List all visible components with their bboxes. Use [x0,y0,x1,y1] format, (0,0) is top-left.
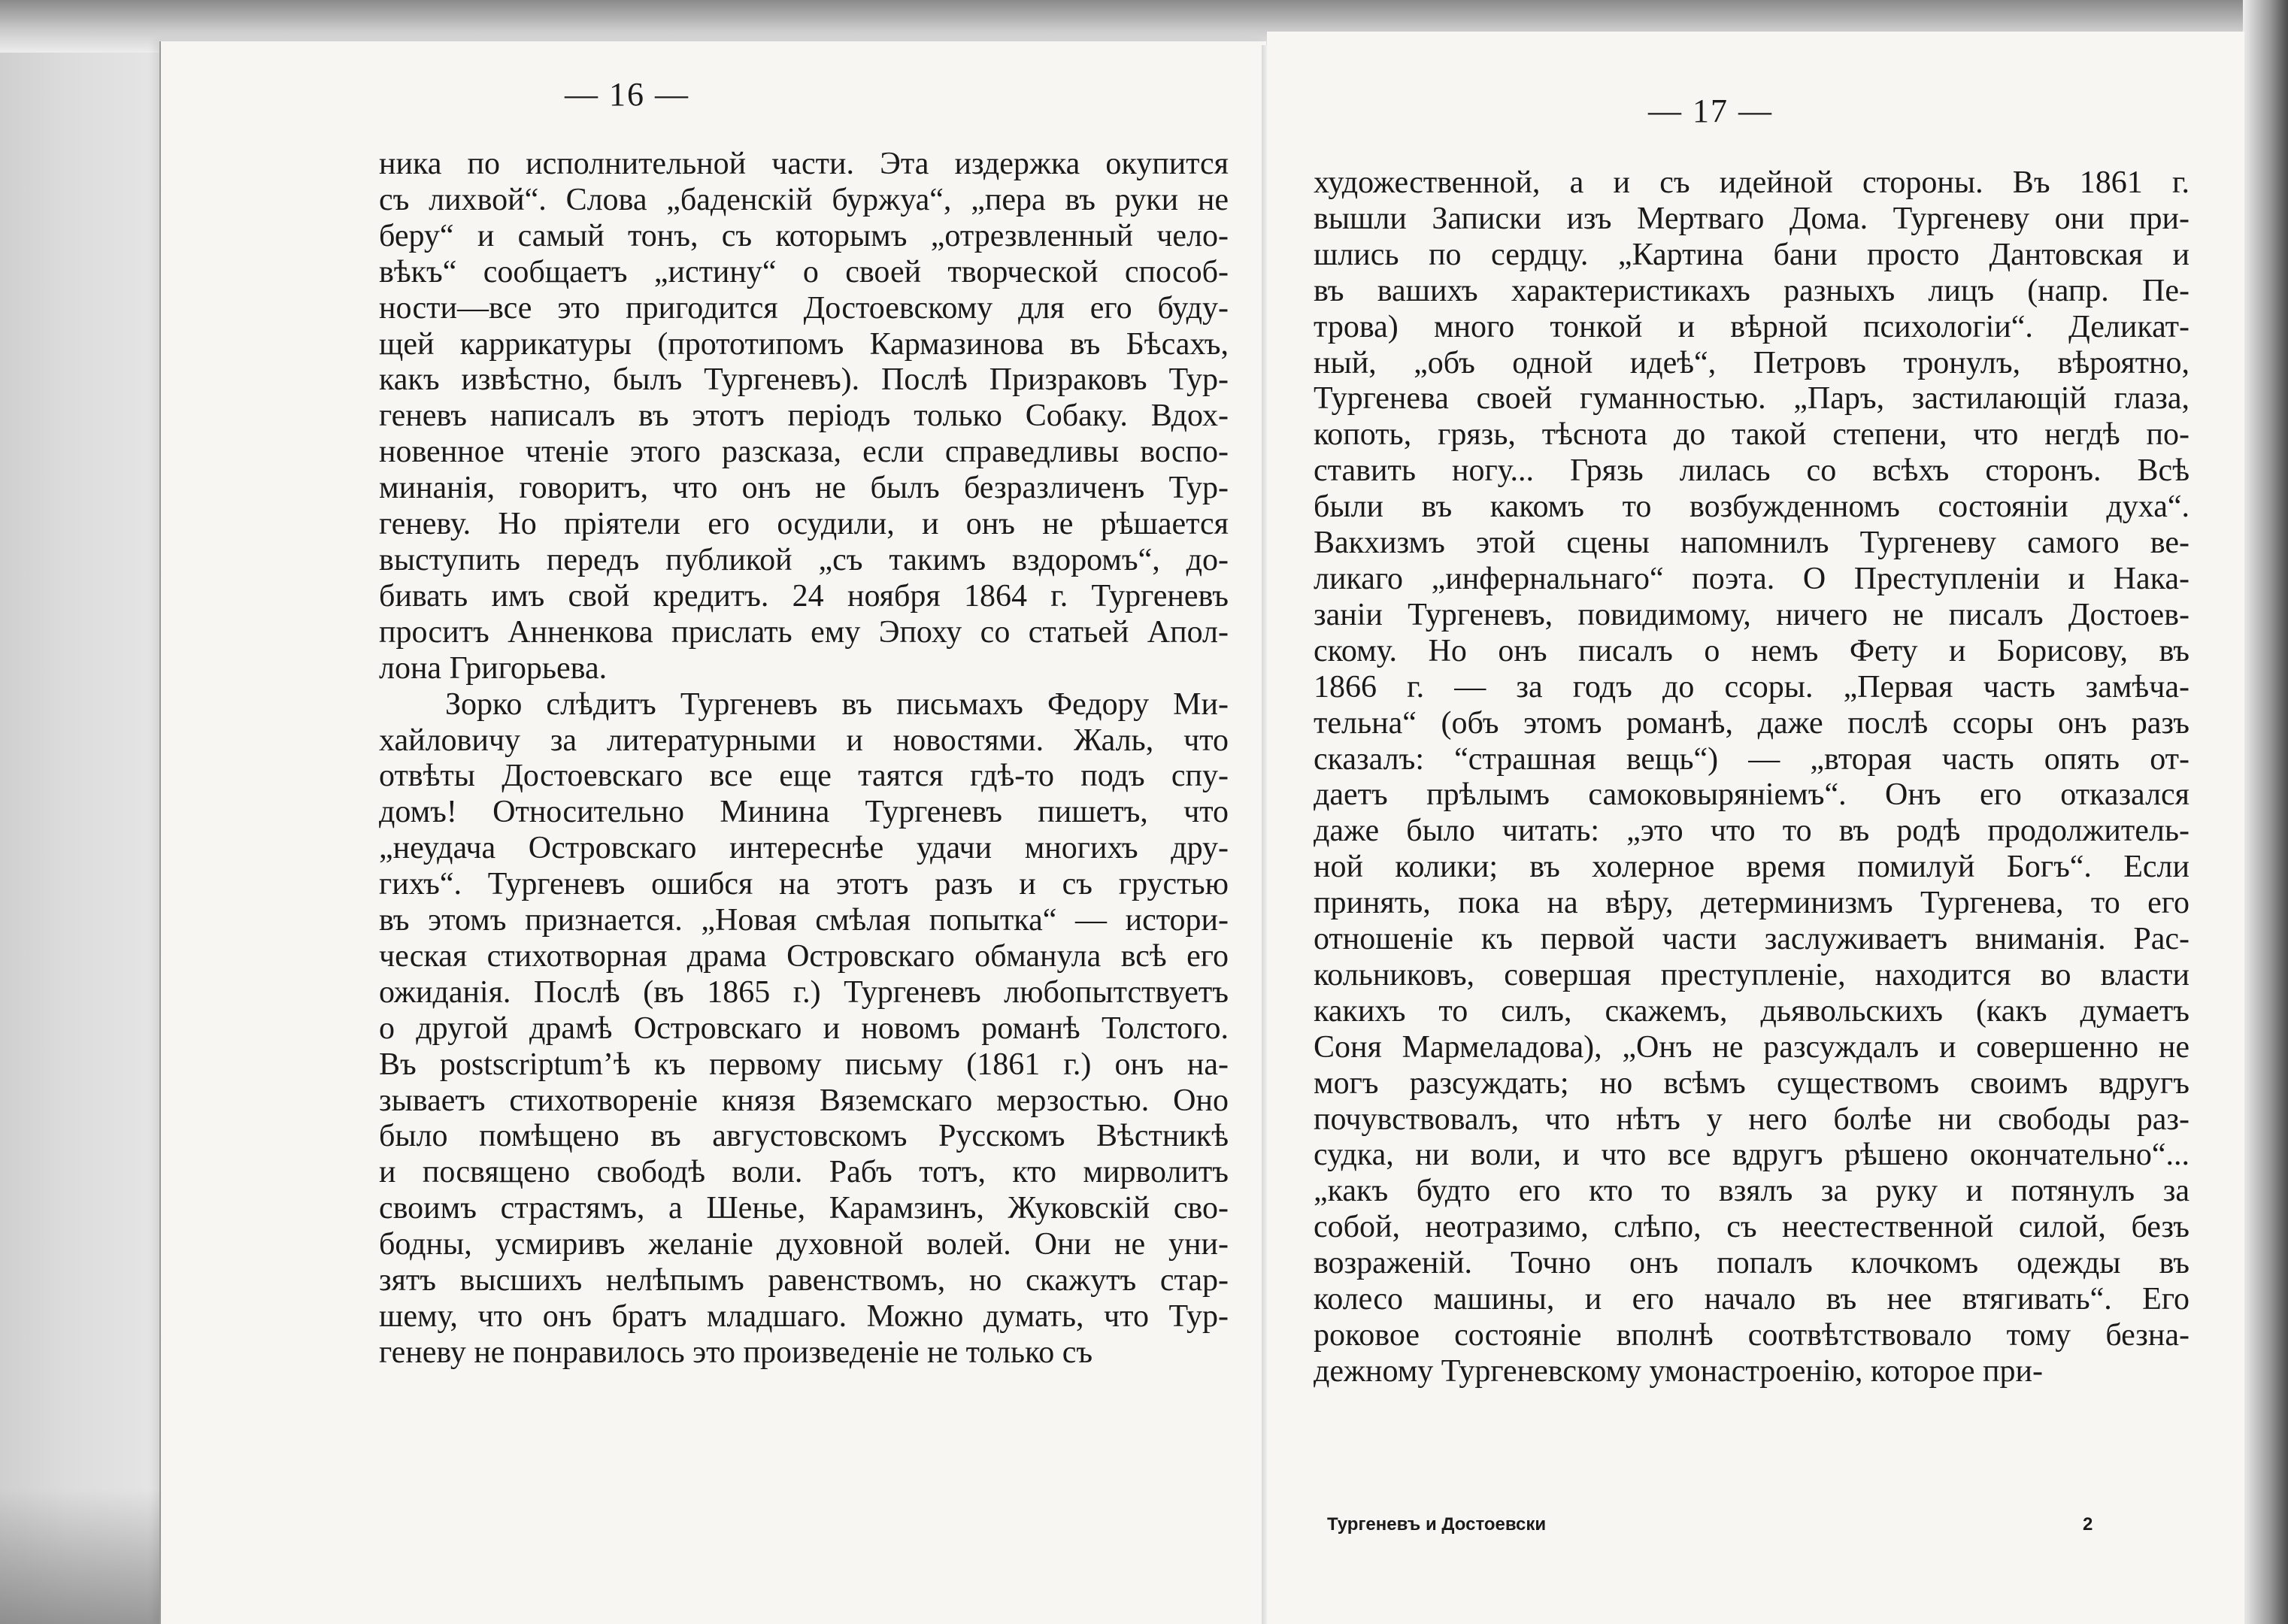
text-line: ликаго „инфернальнаго“ поэта. О Преступленіи и Нака- [1314,561,2190,596]
text-line: въ вашихъ характеристикахъ разныхъ лицъ (напр. Пе- [1314,273,2190,308]
text-line: шлись по сердцу. „Картина бани просто Дантовская и [1314,237,2190,272]
text-line: копоть, грязь, тѣснота до такой степени, что негдѣ по- [1314,417,2190,453]
text-line: геневу. Но пріятели его осудили, и онъ не рѣшается [379,507,1229,542]
text-line: трова) много тонкой и вѣрной психологіи“. Деликат- [1314,309,2190,344]
text-line: ника по исполнительной части. Эта издержка окупится [379,147,1229,181]
text-line: принять, пока на вѣру, детерминизмъ Тургенева, то его [1314,886,2190,921]
text-line: Въ postscriptum’ѣ къ первому письму (1861 г.) онъ на- [379,1047,1229,1082]
text-line: собой, неотразимо, слѣпо, съ неестественной силой, безъ [1314,1210,2190,1245]
text-line: Соня Мармеладова), „Онъ не разсуждалъ и совершенно не [1314,1029,2190,1065]
text-line: новенное чтеніе этого разсказа, если справедливы воспо- [379,435,1229,470]
text-line: гихъ“. Тургеневъ ошибся на этотъ разъ и съ грустью [379,867,1229,902]
text-line: и посвящено свободѣ воли. Рабъ тотъ, кто мирволитъ [379,1155,1229,1190]
text-line: тельна“ (объ этомъ романѣ, даже послѣ ссоры онъ разъ [1314,705,2190,741]
text-line: выступить передъ публикой „съ такимъ вздоромъ“, до- [379,542,1229,577]
text-line: роковое состояніе вполнѣ соотвѣтствовало тому безна- [1314,1318,2190,1353]
text-line: ческая стихотворная драма Островскаго обманула всѣ его [379,938,1229,974]
text-line: лона Григорьева. [379,650,608,686]
text-line: вѣкъ“ сообщаетъ „истину“ о своей творческой способ- [379,254,1229,289]
text-line: заніи Тургеневъ, повидимому, ничего не писалъ Достоев- [1314,597,2190,632]
page-number-left: — 16 — [565,76,689,113]
text-line: какъ извѣстно, былъ Тургеневъ). Послѣ Призраковъ Тур- [379,362,1229,398]
footer-book-title: Тургеневъ и Достоевски [1327,1514,1547,1535]
text-line: въ этомъ признается. „Новая смѣлая попытка“ — истори- [379,903,1229,938]
left-page [159,41,1266,1624]
text-line: Вакхизмъ этой сцены напомнилъ Тургеневу самого ве- [1314,526,2190,561]
scan-edge-right [2243,0,2288,1624]
text-line: шему, что онъ братъ младшаго. Можно думать, что Тур- [379,1299,1229,1334]
text-line: вышли Записки изъ Мертваго Дома. Тургеневу они при- [1314,201,2190,236]
scan-background-left [0,45,169,1624]
text-line: были въ какомъ то возбужденномъ состояніи духа“. [1314,489,2190,525]
text-line: беру“ и самый тонъ, съ которымъ „отрезвленный чело- [379,218,1229,253]
text-line: могъ разсуждать; но всѣмъ существомъ своимъ вдругъ [1314,1065,2190,1101]
text-line: Зорко слѣдитъ Тургеневъ въ письмахъ Федору Ми- [445,686,1229,722]
text-line: о другой драмѣ Островскаго и новомъ романѣ Толстого. [379,1010,1229,1046]
text-line: щей каррикатуры (прототипомъ Кармазинова въ Бѣсахъ, [379,326,1229,362]
text-line: дежному Тургеневскому умонастроенію, которое при- [1314,1353,2043,1389]
text-line: своимъ страстямъ, а Шенье, Карамзинъ, Жуковскій сво- [379,1191,1229,1226]
text-line: возраженій. Точно онъ попалъ клочкомъ одежды въ [1314,1246,2190,1281]
footer-signature-number: 2 [2083,1514,2093,1535]
text-line: Тургенева своей гуманностью. „Паръ, застилающій глаза, [1314,381,2190,417]
text-line: сказалъ: “страшная вещь“) — „вторая часть опять от- [1314,741,2190,777]
text-line: судка, ни воли, и что все вдругъ рѣшено окончательно“... [1314,1138,2190,1173]
text-line: колесо машины, и его начало въ нее втягивать“. Его [1314,1282,2190,1317]
text-line: ности—все это пригодится Достоевскому для его буду- [379,290,1229,326]
text-line: отвѣты Достоевскаго все еще таятся гдѣ-то подъ спу- [379,759,1229,794]
text-line: хайловичу за литературными и новостями. Жаль, что [379,723,1229,758]
text-line: даже было читать: „это что то въ родѣ продолжитель- [1314,814,2190,849]
text-line: домъ! Относительно Минина Тургеневъ пишетъ, что [379,795,1229,830]
right-page-text [1314,165,2190,1390]
text-line: бодны, усмиривъ желаніе духовной волей. Они не уни- [379,1227,1229,1262]
text-line: ожиданія. Послѣ (въ 1865 г.) Тургеневъ любопытствуетъ [379,974,1229,1010]
text-line: даетъ прѣлымъ самоковыряніемъ“. Онъ его отказался [1314,777,2190,813]
text-line: отношеніе къ первой части заслуживаетъ вниманія. Рас- [1314,922,2190,957]
text-line: кольниковъ, совершая преступленіе, находится во власти [1314,957,2190,992]
text-line: съ лихвой“. Слова „баденскій буржуа“, „пера въ руки не [379,182,1229,217]
text-line: геневъ написалъ въ этотъ періодъ только Собаку. Вдох- [379,398,1229,434]
text-line: какихъ то силъ, скажемъ, дьявольскихъ (какъ думаетъ [1314,993,2190,1029]
text-line: „неудача Островскаго интереснѣе удачи многихъ дру- [379,831,1229,866]
text-line: геневу не понравилось это произведеніе не только съ [379,1335,1093,1370]
text-line: художественной, а и съ идейной стороны. Въ 1861 г. [1314,165,2190,200]
text-line: 1866 г. — за годъ до ссоры. „Первая часть замѣча- [1314,669,2190,704]
text-line: было помѣщено въ августовскомъ Русскомъ Вѣстникѣ [379,1119,1229,1154]
text-line: бивать имъ свой кредитъ. 24 ноября 1864 г. Тургеневъ [379,578,1229,614]
right-page [1267,32,2244,1624]
text-line: зываетъ стихотвореніе князя Вяземскаго мерзостью. Оно [379,1083,1229,1118]
left-page-text [379,147,1229,1371]
text-line: ной колики; въ холерное время помилуй Богъ“. Если [1314,850,2190,885]
text-line: проситъ Анненкова прислать ему Эпоху со статьей Апол- [379,614,1229,650]
text-line: ный, „объ одной идеѣ“, Петровъ тронулъ, вѣроятно, [1314,345,2190,380]
text-line: скому. Но онъ писалъ о немъ Фету и Борисову, въ [1314,633,2190,668]
text-line: „какъ будто его кто то взялъ за руку и потянулъ за [1314,1174,2190,1209]
text-line: минанія, говоритъ, что онъ не былъ безразличенъ Тур- [379,471,1229,506]
text-line: зятъ высшихъ нелѣпымъ равенствомъ, но скажутъ стар- [379,1263,1229,1298]
text-line: почувствовалъ, что нѣтъ у него болѣе ни свободы раз- [1314,1101,2190,1137]
page-number-right: — 17 — [1648,92,1773,129]
text-line: ставить ногу... Грязь лилась со всѣхъ сторонъ. Всѣ [1314,453,2190,489]
